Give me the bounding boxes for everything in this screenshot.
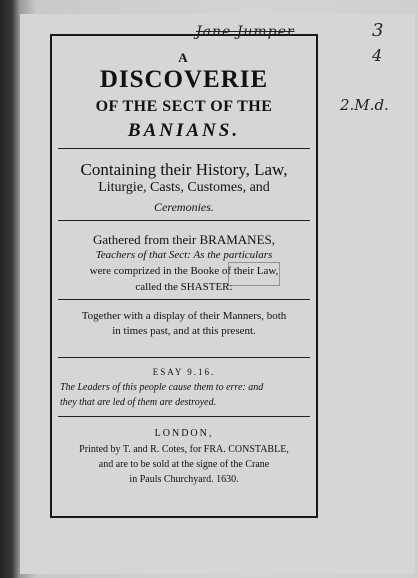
- together-line-1: Together with a display of their Manners, both: [81, 310, 287, 322]
- handwritten-owner-name: Jane Jumper: [196, 24, 295, 40]
- contents-line-2: Liturgie, Casts, Customes, and: [98, 180, 270, 195]
- contents-line-3: Ceremonies.: [154, 200, 214, 214]
- divider-rule: [58, 357, 310, 358]
- gathered-line-4: called the SHASTER:: [135, 281, 233, 293]
- contents-line-1: Containing their History, Law,: [80, 160, 288, 179]
- title-line-3: BANIANS.: [127, 120, 241, 141]
- handwritten-margin-number-2: 4: [372, 46, 383, 65]
- imprint-line-1: Printed by T. and R. Cotes, for FRA. CONSTABLE,: [79, 444, 289, 455]
- gathered-line-1: Gathered from their BRAMANES,: [93, 232, 275, 247]
- handwritten-margin-number-1: 3: [372, 20, 384, 41]
- library-stamp: [228, 262, 280, 286]
- handwritten-margin-note: 2.M.d.: [340, 96, 389, 114]
- epigraph-line-2: they that are led of them are destroyed.: [60, 397, 217, 408]
- imprint-line-3: in Pauls Churchyard. 1630.: [129, 474, 239, 485]
- divider-rule: [58, 148, 310, 149]
- epigraph-line-1: The Leaders of this people cause them to erre: and: [60, 382, 264, 393]
- divider-rule: [58, 220, 310, 221]
- epigraph-reference: ESAY 9.16.: [152, 367, 216, 377]
- divider-rule: [58, 416, 310, 417]
- title-article: A: [178, 50, 190, 65]
- imprint-city: LONDON,: [154, 428, 214, 439]
- title-page-border: [50, 34, 318, 518]
- gathered-line-3: were comprized in the Booke of their Law,: [89, 265, 279, 277]
- title-line-2: OF THE SECT OF THE: [95, 98, 273, 115]
- title-line-1: DISCOVERIE: [99, 66, 269, 93]
- gathered-line-2: Teachers of that Sect: As the particulars: [95, 249, 273, 261]
- together-line-2: in times past, and at this present.: [112, 325, 256, 337]
- divider-rule: [58, 299, 310, 300]
- imprint-line-2: and are to be sold at the signe of the Crane: [98, 459, 270, 470]
